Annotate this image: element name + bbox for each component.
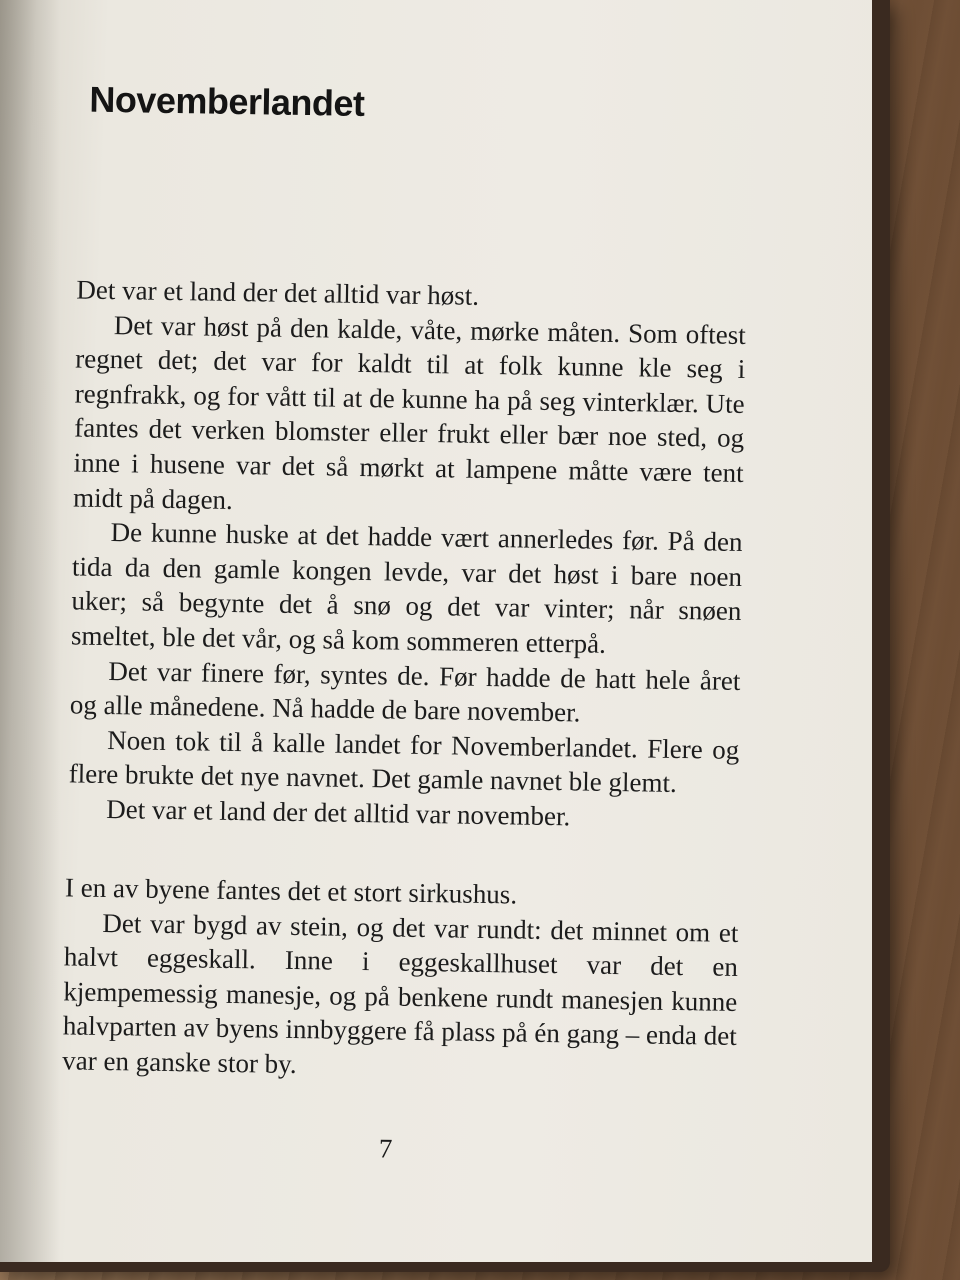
paragraph: Det var bygd av stein, og det var rundt: det minnet om et halvt eggeskall. Inne i eggeskallhuset var det en kjempemessig manesje, og på benkene rundt manesjen kunne halvparten av byens innbyggere få plass på én gang – enda det var en ganske stor by. [62,907,739,1079]
paragraph: De kunne huske at det hadde vært annerledes før. På den tida da den gamle kongen levde, var det høst i bare noen uker; så begynte det å snø og det var vinter; når snøen smeltet, ble det vår, og så kom sommeren etterpå. [70,517,743,659]
paragraph: Noen tok til å kalle landet for Novemberlandet. Flere og flere brukte det nye navnet. Det gamle navnet ble glemt. [68,724,740,799]
section-two [62,870,739,1088]
paragraph: Det var finere før, syntes de. Før hadde de hatt hele året og alle månedene. Nå hadde de bare november. [69,655,741,728]
paragraph: Det var høst på den kalde, våte, mørke måten. Som oftest regnet det; det var for kaldt til at folk kunne kle seg i regnfrakk, og for vått til at de kunne ha på seg vinterklær. Ute fantes det verken blomster eller frukt eller bær noe sted, og inne i husene var det så mørkt at lampene måtte være tent midt på dagen. [72,309,747,515]
chapter-title: Novemberlandet [89,78,365,124]
paragraph: Det var et land der det alltid var høst. [76,274,480,311]
page-number: 7 [378,1133,393,1164]
page-text-block [48,60,768,1164]
paragraph: I en av byene fantes det et stort sirkushus. [64,872,518,910]
paragraph: Det var et land der det alltid var november. [106,793,571,832]
section-one [68,272,747,836]
page-gutter-shadow [0,0,60,1262]
